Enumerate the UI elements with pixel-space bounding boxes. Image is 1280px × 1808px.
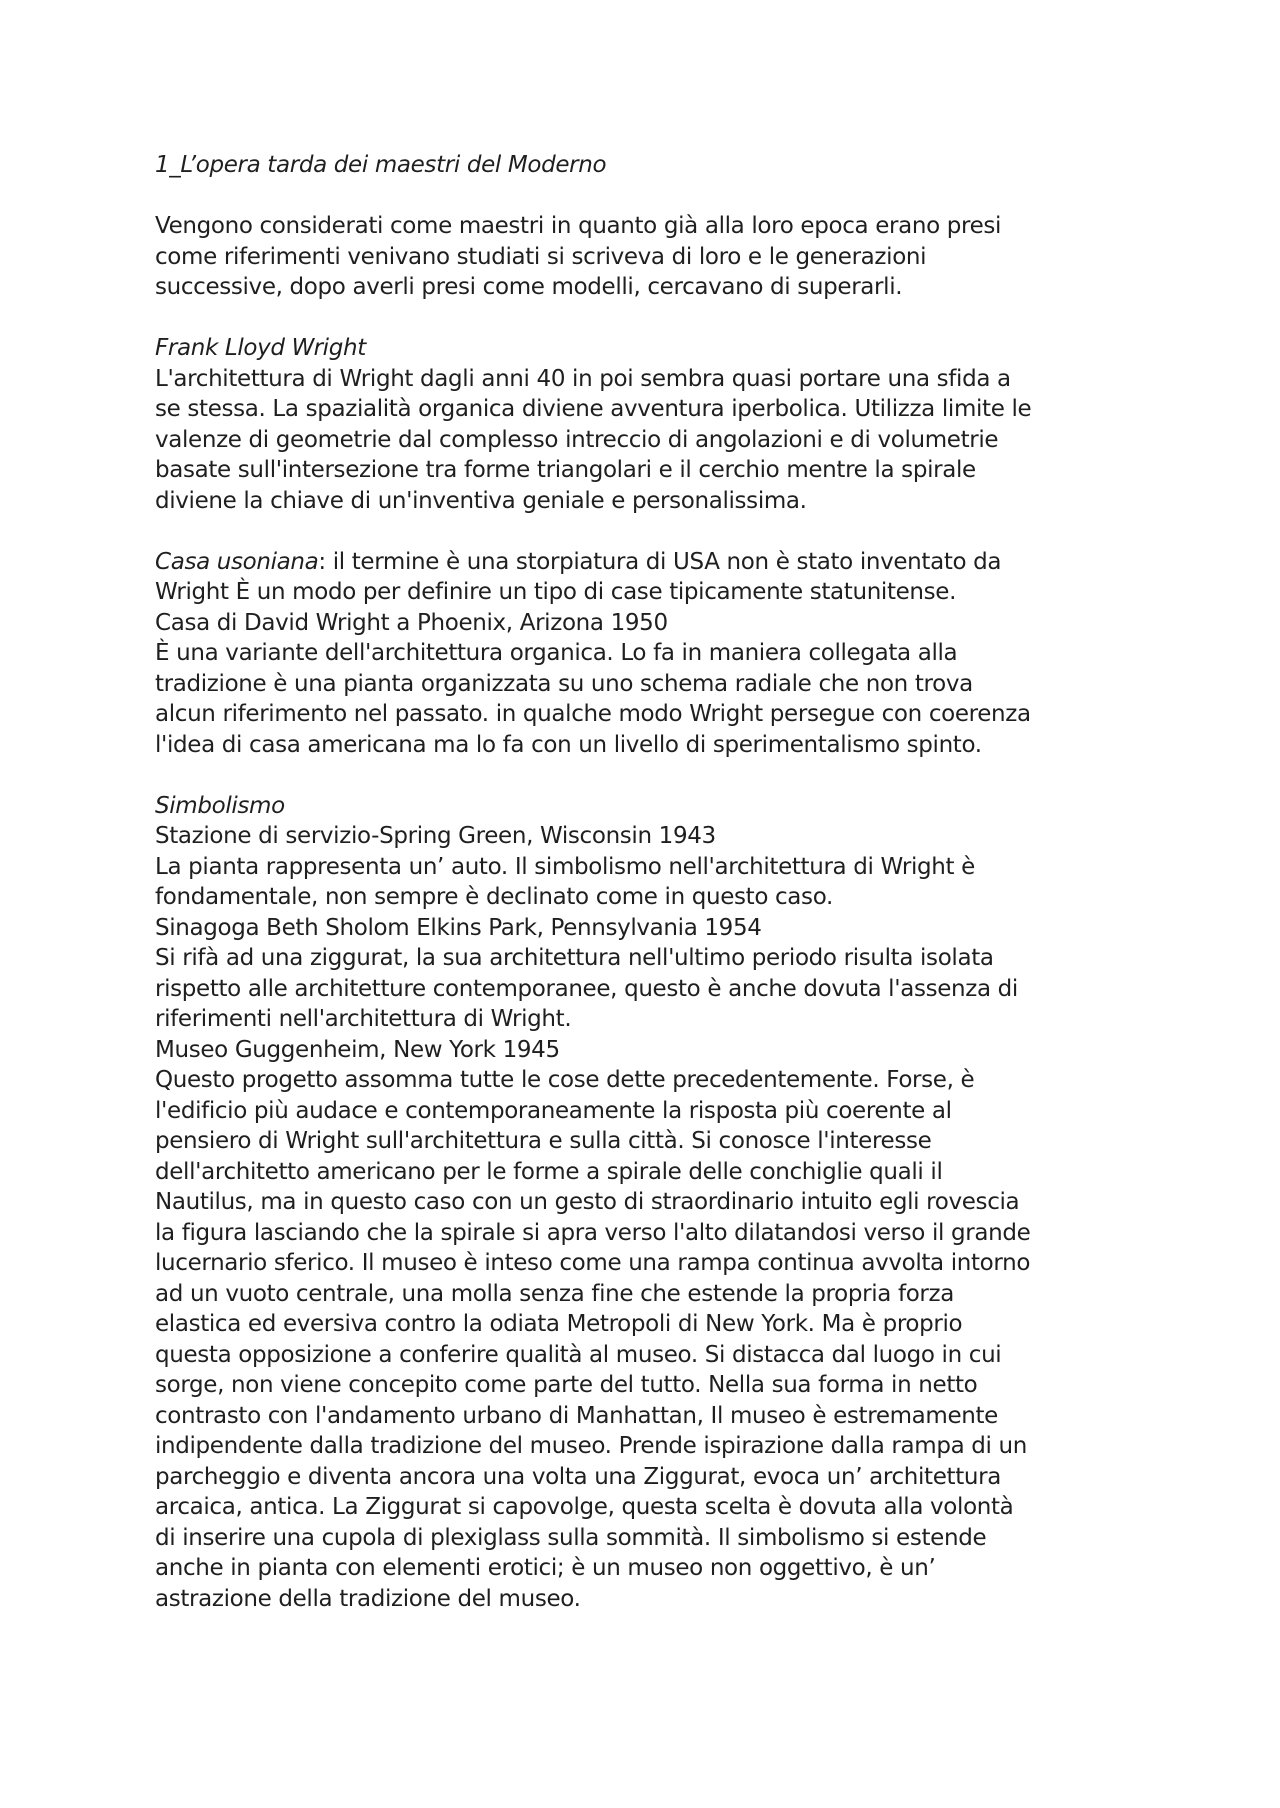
- document-title: 1_L’opera tarda dei maestri del Moderno: [155, 152, 607, 178]
- paragraph-line: astrazione della tradizione del museo.: [155, 1585, 581, 1612]
- paragraph-line: Stazione di servizio-Spring Green, Wisconsin 1943: [155, 823, 716, 849]
- intro-paragraph: [155, 211, 1135, 303]
- spacer: [155, 516, 1135, 547]
- paragraph-line: È una variante dell'architettura organica. Lo fa in maniera collegata alla: [155, 640, 958, 666]
- section-heading: Simbolismo: [155, 792, 285, 819]
- paragraph-line: Questo progetto assomma tutte le cose dette precedentemente. Forse, è: [155, 1067, 975, 1093]
- section-heading: Frank Lloyd Wright: [155, 335, 366, 361]
- section-usonian: [155, 547, 1135, 761]
- section-wright: [155, 333, 1135, 516]
- spacer: [155, 303, 1135, 334]
- paragraph-line: l'edificio più audace e contemporaneamente la risposta più coerente al: [155, 1097, 952, 1124]
- paragraph-line: anche in pianta con elementi erotici; è un museo non oggettivo, è un’: [155, 1555, 936, 1581]
- paragraph-line: fondamentale, non sempre è declinato come in questo caso.: [155, 884, 833, 910]
- paragraph-line: ad un vuoto centrale, una molla senza fine che estende la propria forza: [155, 1280, 955, 1307]
- paragraph-line: La pianta rappresenta un’ auto. Il simbolismo nell'architettura di Wright è: [155, 853, 975, 880]
- paragraph-line: basate sull'intersezione tra forme triangolari e il cerchio mentre la spirale: [155, 457, 976, 483]
- paragraph-line: Vengono considerati come maestri in quanto già alla loro epoca erano presi: [155, 213, 1002, 239]
- paragraph-line: arcaica, antica. La Ziggurat si capovolge, questa scelta è dovuta alla volontà: [155, 1494, 1014, 1520]
- paragraph-line: elastica ed eversiva contro la odiata Metropoli di New York. Ma è proprio: [155, 1311, 963, 1337]
- section-symbolism: [155, 791, 1135, 1615]
- paragraph-line: dell'architetto americano per le forme a spirale delle conchiglie quali il: [155, 1158, 943, 1185]
- paragraph-line: l'idea di casa americana ma lo fa con un livello di sperimentalismo spinto.: [155, 731, 982, 758]
- paragraph-line: Wright È un modo per definire un tipo di case tipicamente statunitense.: [155, 579, 957, 605]
- paragraph-line: questa opposizione a conferire qualità al museo. Si distacca dal luogo in cui: [155, 1341, 1002, 1368]
- section-heading: Casa usoniana: [155, 548, 319, 575]
- paragraph-line: successive, dopo averli presi come modelli, cercavano di superarli.: [155, 274, 903, 300]
- paragraph-line: indipendente dalla tradizione del museo. Prende ispirazione dalla rampa di un: [155, 1433, 1027, 1459]
- paragraph-line: se stessa. La spazialità organica diviene avventura iperbolica. Utilizza limite le: [155, 396, 1032, 422]
- paragraph-line: di inserire una cupola di plexiglass sulla sommità. Il simbolismo si estende: [155, 1524, 987, 1551]
- paragraph-line: rispetto alle architetture contemporanee, questo è anche dovuta l'assenza di: [155, 975, 1018, 1002]
- paragraph-line: L'architettura di Wright dagli anni 40 in poi sembra quasi portare una sfida a: [155, 365, 1011, 392]
- paragraph-line: sorge, non viene concepito come parte del tutto. Nella sua forma in netto: [155, 1372, 978, 1398]
- paragraph-line: pensiero di Wright sull'architettura e sulla città. Si conosce l'interesse: [155, 1128, 932, 1154]
- paragraph-line: alcun riferimento nel passato. in qualche modo Wright persegue con coerenza: [155, 701, 1031, 727]
- paragraph-line: contrasto con l'andamento urbano di Manhattan, Il museo è estremamente: [155, 1402, 998, 1429]
- paragraph-line: la figura lasciando che la spirale si apra verso l'alto dilatandosi verso il grande: [155, 1219, 1031, 1246]
- paragraph-line: [155, 547, 1135, 578]
- paragraph-line: parcheggio e diventa ancora una volta una Ziggurat, evoca un’ architettura: [155, 1463, 1001, 1490]
- paragraph-line: valenze di geometrie dal complesso intreccio di angolazioni e di volumetrie: [155, 426, 999, 453]
- document-page: [155, 150, 1135, 1614]
- paragraph-line: Nautilus, ma in questo caso con un gesto di straordinario intuito egli rovescia: [155, 1189, 1020, 1215]
- paragraph-line: Sinagoga Beth Sholom Elkins Park, Pennsylvania 1954: [155, 914, 762, 941]
- paragraph-line: Si rifà ad una ziggurat, la sua architettura nell'ultimo periodo risulta isolata: [155, 945, 994, 971]
- spacer: [155, 181, 1135, 212]
- paragraph-line: tradizione è una pianta organizzata su uno schema radiale che non trova: [155, 670, 973, 697]
- paragraph-line: riferimenti nell'architettura di Wright.: [155, 1006, 572, 1032]
- paragraph-line: Museo Guggenheim, New York 1945: [155, 1036, 560, 1063]
- spacer: [155, 760, 1135, 791]
- paragraph-line: lucernario sferico. Il museo è inteso come una rampa continua avvolta intorno: [155, 1250, 1031, 1276]
- paragraph-line: diviene la chiave di un'inventiva geniale e personalissima.: [155, 487, 807, 514]
- paragraph-line: come riferimenti venivano studiati si scriveva di loro e le generazioni: [155, 243, 927, 270]
- paragraph-line: Casa di David Wright a Phoenix, Arizona 1950: [155, 609, 668, 636]
- heading-continuation: : il termine è una storpiatura di USA non è stato inventato da: [318, 548, 1002, 575]
